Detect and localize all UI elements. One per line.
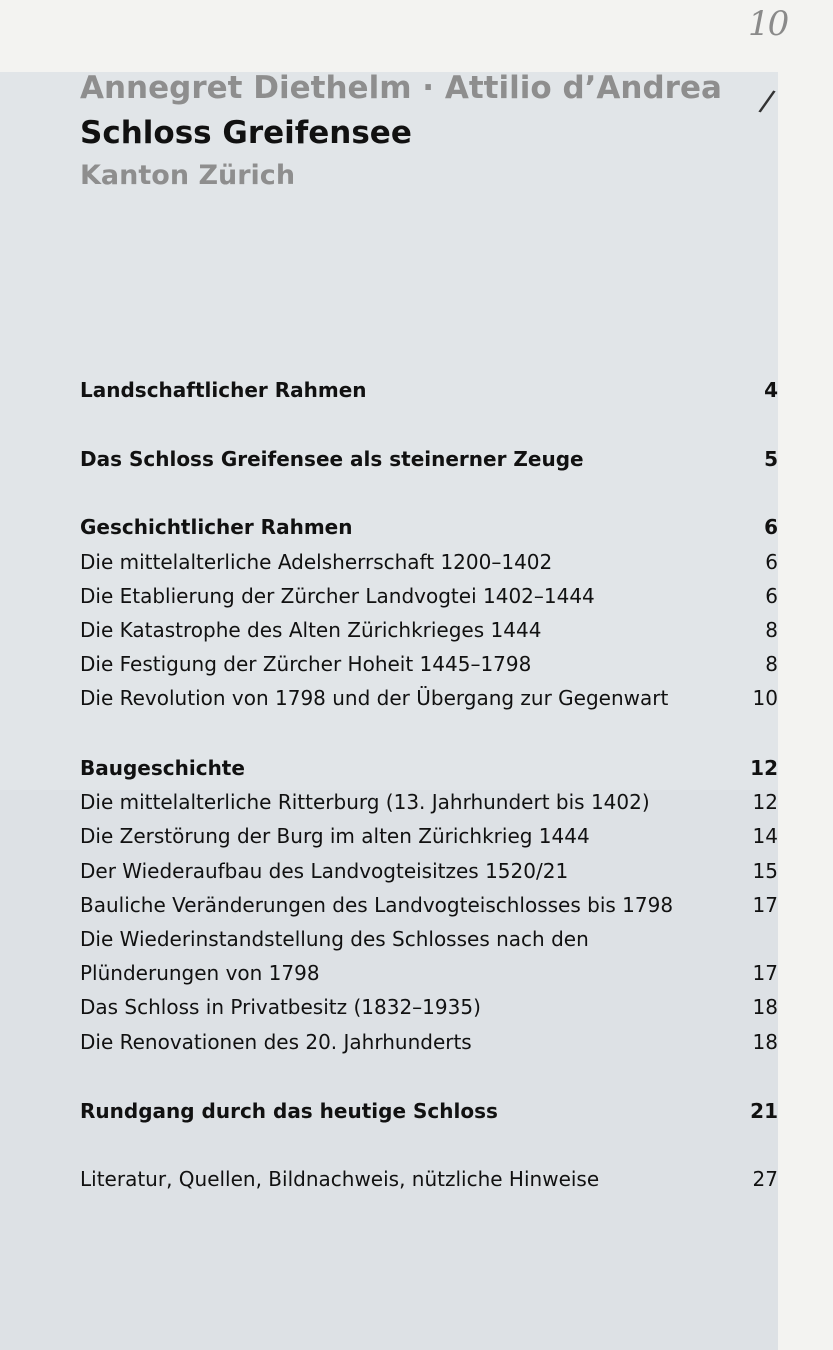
toc-entry xyxy=(80,924,778,954)
toc-section-heading xyxy=(80,1096,778,1126)
toc-entry-label: Landschaftlicher Rahmen xyxy=(80,378,367,402)
toc-entry-page: 15 xyxy=(752,859,778,883)
toc-entry xyxy=(80,787,778,817)
toc-entry xyxy=(80,821,778,851)
toc-entry xyxy=(80,1027,778,1057)
toc-section-heading xyxy=(80,444,778,474)
toc-entry-label: Baugeschichte xyxy=(80,756,245,780)
toc-entry xyxy=(80,547,778,577)
toc-entry-label: Die Wiederinstandstellung des Schlosses nach den xyxy=(80,927,589,951)
toc-entry xyxy=(80,890,778,920)
toc-entry-page: 8 xyxy=(765,652,778,676)
book-title: Schloss Greifensee xyxy=(80,115,412,151)
toc-entry-page: 8 xyxy=(765,618,778,642)
toc-entry-page: 6 xyxy=(765,550,778,574)
toc-entry-page: 18 xyxy=(752,1030,778,1054)
toc-entry-page: 17 xyxy=(752,893,778,917)
toc-entry-page: 12 xyxy=(752,790,778,814)
toc-entry-label: Die Etablierung der Zürcher Landvogtei 1402–1444 xyxy=(80,584,595,608)
toc-entry xyxy=(80,581,778,611)
authors-line: Annegret Diethelm · Attilio d’Andrea xyxy=(80,70,722,106)
toc-entry-label: Die Katastrophe des Alten Zürichkrieges 1444 xyxy=(80,618,542,642)
toc-entry xyxy=(80,992,778,1022)
toc-entry-label: Die mittelalterliche Adelsherrschaft 1200–1402 xyxy=(80,550,553,574)
toc-entry xyxy=(80,856,778,886)
toc-entry-page: 27 xyxy=(752,1167,778,1191)
toc-section-heading xyxy=(80,753,778,783)
toc-entry-page: 18 xyxy=(752,995,778,1019)
toc-entry-label: Das Schloss Greifensee als steinerner Zeuge xyxy=(80,447,584,471)
toc-entry-label: Der Wiederaufbau des Landvogteisitzes 1520/21 xyxy=(80,859,569,883)
toc-entry-page: 14 xyxy=(752,824,778,848)
toc-entry-label: Literatur, Quellen, Bildnachweis, nützliche Hinweise xyxy=(80,1167,600,1191)
toc-section-heading xyxy=(80,512,778,542)
toc-entry xyxy=(80,649,778,679)
toc-entry-label: Das Schloss in Privatbesitz (1832–1935) xyxy=(80,995,481,1019)
toc-entry xyxy=(80,683,778,713)
toc-entry-page: 6 xyxy=(765,584,778,608)
toc-entry-page: 17 xyxy=(752,961,778,985)
book-subtitle: Kanton Zürich xyxy=(80,160,296,191)
toc-entry-page: 4 xyxy=(764,378,778,402)
toc-entry-label: Geschichtlicher Rahmen xyxy=(80,515,353,539)
toc-entry-label: Die Zerstörung der Burg im alten Zürichkrieg 1444 xyxy=(80,824,590,848)
handwritten-page-number: 10 xyxy=(748,4,788,44)
toc-entry xyxy=(80,1164,778,1194)
toc-entry-label: Die Revolution von 1798 und der Übergang zur Gegenwart xyxy=(80,686,669,710)
toc-entry-label: Plünderungen von 1798 xyxy=(80,961,320,985)
pencil-stroke: / xyxy=(756,83,778,120)
toc-entry-label: Bauliche Veränderungen des Landvogteischlosses bis 1798 xyxy=(80,893,674,917)
toc-section-heading xyxy=(80,375,778,405)
toc-entry-page: 21 xyxy=(750,1099,778,1123)
toc-entry-page: 10 xyxy=(752,686,778,710)
toc-entry-page: 12 xyxy=(750,756,778,780)
toc-entry xyxy=(80,615,778,645)
toc-entry-page: 5 xyxy=(764,447,778,471)
toc-entry-label: Die Festigung der Zürcher Hoheit 1445–1798 xyxy=(80,652,532,676)
toc-entry-label: Die Renovationen des 20. Jahrhunderts xyxy=(80,1030,472,1054)
toc-entry-label: Rundgang durch das heutige Schloss xyxy=(80,1099,498,1123)
toc-entry xyxy=(80,958,778,988)
toc-entry-page: 6 xyxy=(764,515,778,539)
toc-entry-label: Die mittelalterliche Ritterburg (13. Jahrhundert bis 1402) xyxy=(80,790,650,814)
